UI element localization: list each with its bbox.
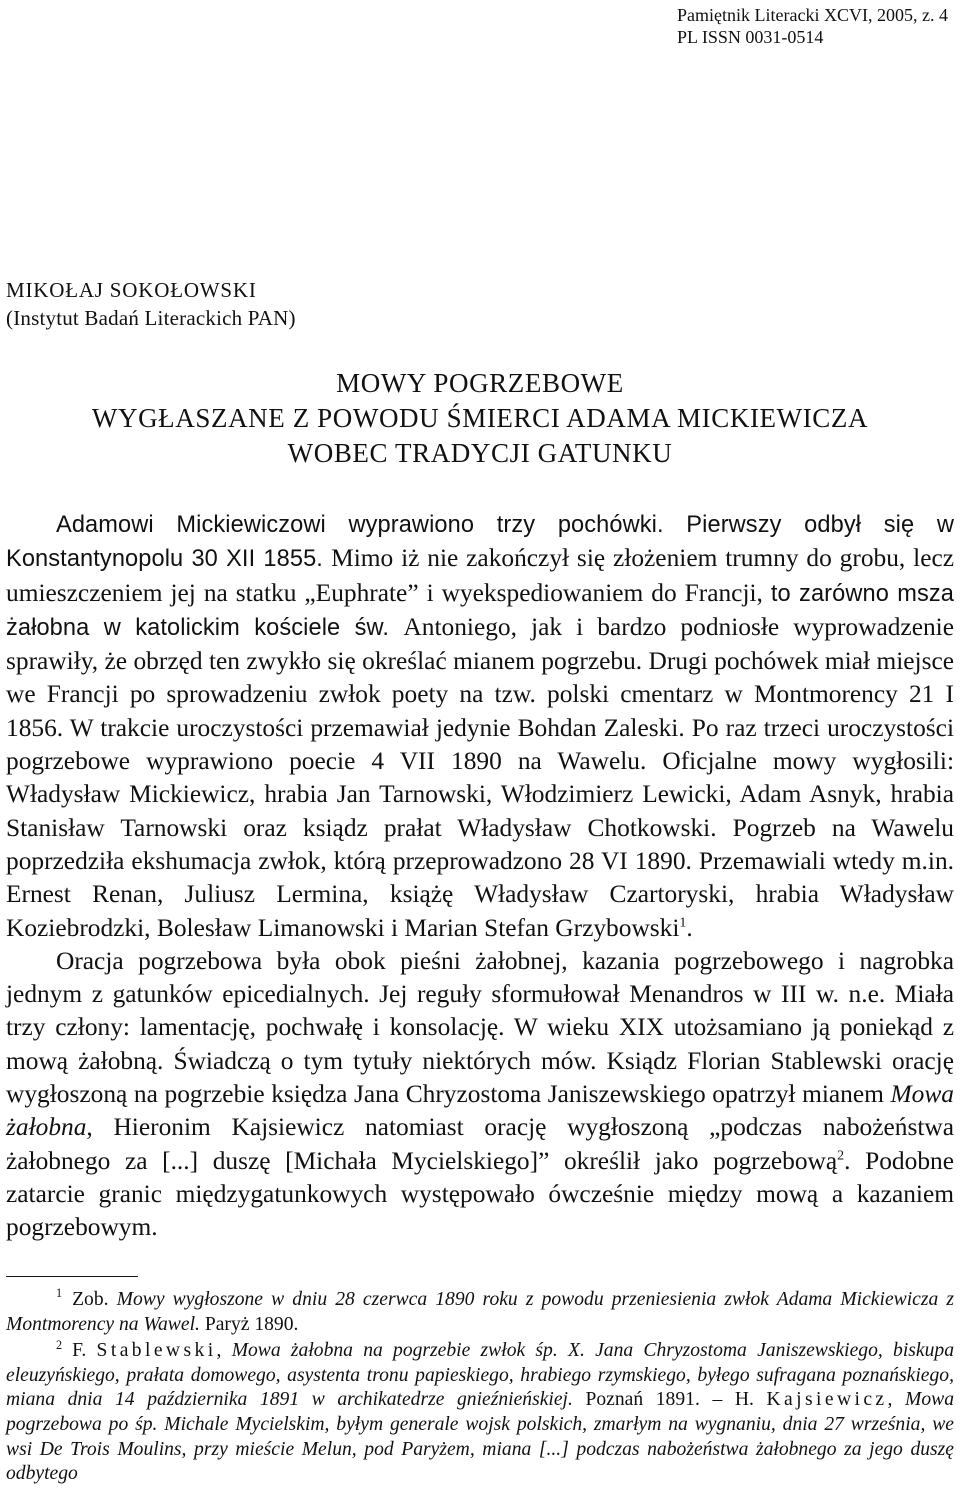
p2-part-c: . Podobne zatarcie granic międzygatunkowych występowało ówcześnie między mową a kazaniem pogrzebowym. [6,1146,954,1242]
journal-issn: PL ISSN 0031-0514 [677,27,824,47]
p1-part-d: Antoniego, jak i bardzo podniosłe wyprowadzenie sprawiły, że obrzęd ten zwykło się określać mianem pogrzebu. Drugi pochówek miał miejsce we Francji po sprowadzeniu zwłok poety na tzw. polski cmentarz w Montmorency 21 I 1856. W trakcie uroczystości przemawiał jedynie Bohdan Zaleski. Po raz trzeci uroczystości pogrzebowe wyprawiono poecie 4 VII 1890 na Wawelu. [6,612,954,776]
footnote-2-lead: F. [72,1340,97,1362]
paragraph-2 [6,945,954,1245]
title-line-3: WOBEC TRADYCJI GATUNKU [287,438,673,468]
article-title [6,366,954,471]
footnote-1-tail: Paryż 1890. [199,1313,299,1335]
footnote-2-title-2: Mowa pogrzebowa po śp. Michale Mycielskim, byłym generale wojsk polskich, zmarłym na wygnaniu, dnia 27 września, we wsi De Trois Moulins, przy mieście Melun, pod Paryżem, miana [...] podczas nabożeństwa żałobnego za jego duszę odbytego [6,1389,955,1485]
footnote-ref-1[interactable]: 1 [679,915,687,931]
footnotes [6,1288,954,1489]
footnote-1-title: Mowy wygłoszone w dniu 28 czerwca 1890 roku z powodu przeniesienia zwłok Adama Mickiewicza z Montmorency na Wawel. [6,1289,955,1335]
footnote-ref-2[interactable]: 2 [837,1148,845,1164]
p2-part-a: Oracja pogrzebowa była obok pieśni żałobnej, kazania pogrzebowego i nagrobka jednym z gatunków epicedialnych. Jej reguły sformułował Menandros w III w. n.e. Miała trzy człony: lamentację, pochwałę i konsolację. W wieku XIX utożsamiano ją poniekąd z mową żałobną. Świadczą o tym tytuły niektórych mów. Ksiądz Florian Stablewski orację wygłoszoną na pogrzebie księdza Jana Chryzostoma Janiszewskiego opatrzył mianem [6,946,954,1109]
footnote-2-author-1: Stablewski [96,1340,217,1362]
p2-part-b: , Hieronim Kajsiewicz natomiast orację wygłoszoną „podczas nabożeństwa żałobnego za [...] duszę [Michała Mycielskiego]” określił jako pogrzebową [6,1113,954,1175]
author-block [6,276,296,332]
footnote-1 [6,1288,954,1337]
title-line-1: MOWY POGRZEBOWE [336,368,624,398]
title-line-2: WYGŁASZANE Z POWODU ŚMIERCI ADAMA MICKIEWICZA [91,403,869,433]
footnote-2-title-1: Mowa żałobna na pogrzebie zwłok śp. X. Jana Chryzostoma Janiszewskiego, biskupa eleuzyńskiego, prałata domowego, asystenta tronu papieskiego, hrabiego rzymskiego, byłego sufragana poznańskiego, miana dnia 14 października 1891 w archikatedrze gnieźnieńskiej. [6,1340,954,1411]
paragraph-1 [6,508,954,945]
journal-header [677,4,948,48]
author-name: MIKOŁAJ SOKOŁOWSKI [6,278,257,302]
author-affiliation: (Instytut Badań Literackich PAN) [6,306,296,330]
footnote-2-middle: Poznań 1891. – H. [572,1389,767,1411]
footnote-2-comma-1: , [216,1340,232,1362]
journal-issue: Pamiętnik Literacki XCVI, 2005, z. 4 [677,5,948,25]
p1-part-e: Oficjalne mowy wygłosili: Władysław Mickiewicz, hrabia Jan Tarnowski, Włodzimierz Lewicki, Adam Asnyk, hrabia Stanisław Tarnowski oraz ksiądz prałat Władysław Chotkowski. Pogrzeb na Wawelu poprzedziła ekshumacja zwłok, którą przeprowadzono 28 VI 1890. Przemawiali wtedy m.in. Ernest Renan, Juliusz Lermina, książę Władysław Czartoryski, hrabia Władysław Koziebrodzki, Bolesław Limanowski i Marian Stefan Grzybowski [6,747,954,942]
p1-part-b: Mimo iż nie zakończył się złożeniem trumny do grobu, lecz umieszczeniem jej na statku „Euphrate” i wyekspediowaniem do Francji, [6,544,954,607]
footnote-divider [6,1276,138,1277]
footnote-2-author-2: Kajsiewicz [766,1389,888,1411]
footnote-2-number: 2 [56,1337,63,1352]
article-body [6,508,954,1245]
article-page [6,0,954,1501]
footnote-1-lead: Zob. [72,1289,117,1310]
p1-part-c: to zarówno msza żałobna w katolickim kościele św. [6,580,954,641]
footnote-2 [6,1339,954,1487]
p1-part-a: Adamowi Mickiewiczowi wyprawiono trzy pochówki. Pierwszy odbył się w Konstantynopolu 30 XII 1855. [6,512,954,573]
footnote-1-number: 1 [56,1286,63,1301]
p2-italic-title: Mowa żałobna [6,1080,954,1142]
footnote-2-comma-2: , [887,1389,906,1411]
p1-end: . [686,913,693,942]
